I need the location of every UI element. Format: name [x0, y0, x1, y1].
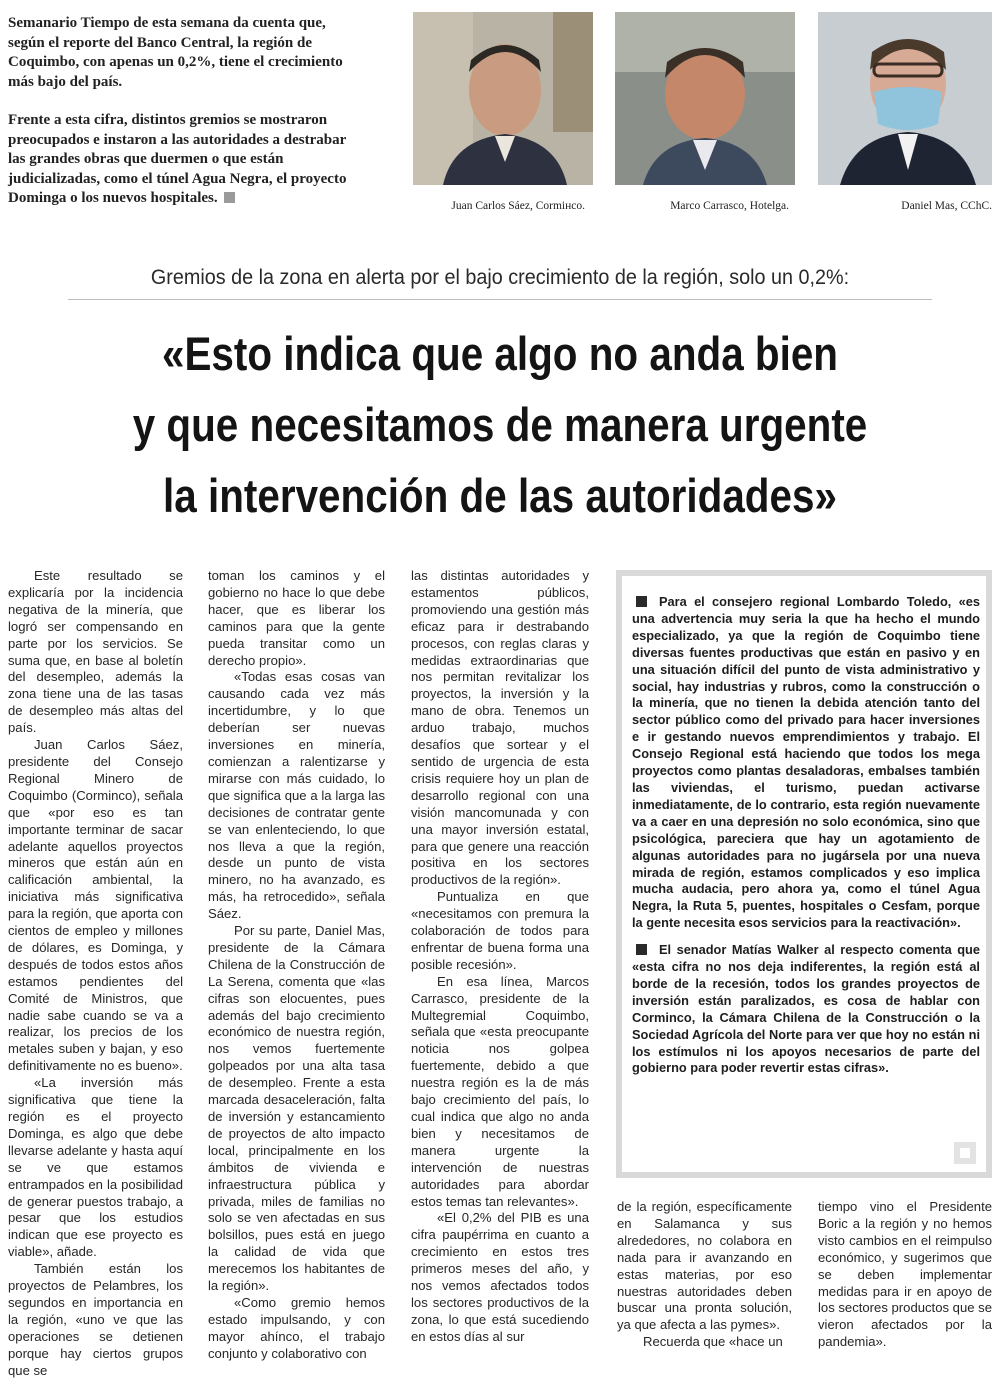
column-2	[208, 568, 385, 1363]
box-paragraph-1-text: Para el consejero regional Lombardo Toledo, «es una advertencia muy seria la que ha hecho el mundo especializado, ya que la región de Coquimbo tiene diversas fuentes productivas que están en pasivo y en una situación difícil del punto de vista administrativo y social, hay industrias y rubros, como la construcción o la minería, que no tienen la debida atención tanto del sector público como del privado para hacer inversiones e ir gestando nuevos emprendimientos y trabajo. El Consejo Regional está haciendo que todos los mega proyectos como plantas desaladoras, embalses también las viviendas, el turismo, puedan activarse inmediatamente, de lo contrario, esta región nuevamente va a caer en una depresión no solo económica, sino que psicológica, pareciera que hay un agotamiento de algunas autoridades para no jugársela por una nueva mirada de región, estamos complicados y eso implica mucha audacia, pero ahora ya, como el túnel Agua Negra, la Ruta 5, puentes, hospitales o Cesfam, porque la gente necesita esos servicios para la reactivación».	[632, 594, 980, 931]
intro-paragraph-2-text: Frente a esta cifra, distintos gremios se mostraron preocupados e instaron a las autoridades a destrabar las grandes obras que duermen o que están judicializadas, como el túnel Agua Negra, el proyecto Dominga o los nuevos hospitales.	[8, 112, 347, 206]
photo-juan-carlos-saez	[413, 12, 593, 185]
column-3-paragraph: «El 0,2% del PIB es una cifra paupérrima en cuanto a crecimiento en estos tres primeros meses del año, y nos vemos afectados todos los sectores productivos de la zona, lo que está sucediendo en estos días al sur	[411, 1210, 589, 1344]
photo-marco-carrasco	[615, 12, 795, 185]
headline	[0, 318, 1000, 531]
photo-daniel-mas	[818, 12, 992, 185]
column-2-paragraph: Por su parte, Daniel Mas, presidente de la Cámara Chilena de la Construcción de La Serena, comenta que «las cifras son elocuentes, pues además del bajo crecimiento económico de nuestra región, nos vemos fuertemente golpeados por una alta tasa de desempleo. Frente a esta marcada desaceleración, falta de inversión y estancamiento de proyectos de alto impacto local, principalmente en los ámbitos de vivienda e infraestructura pública y privada, miles de familias no solo se ven afectadas en sus bolsillos, pues está en juego la calidad de vida que merecemos los habitantes de la región».	[208, 923, 385, 1294]
column-5-paragraph: tiempo vino el Presidente Boric a la región y no hemos visto cambios en el reimpulso económico, y sugerimos que se deben implementar medidas para ir en apoyo de los sectores productos que se vieron afectados por la pandemia».	[818, 1199, 992, 1350]
box-paragraph-2-text: El senador Matías Walker al respecto comenta que «esta cifra no nos deja indiferentes, la región está al borde de la recesión, todos los grandes proyectos de inversión están paralizados, es cosa de hablar con Corminco, la Cámara Chilena de la Construcción o la Sociedad Agrícola del Norte para ver que hoy no están ni los estímulos ni los apoyos necesarios de parte del gobierno para poder revertir estas cifras».	[632, 942, 980, 1076]
column-4	[617, 1199, 792, 1351]
caption-marco-carrasco: Marco Carrasco, Hotelga.	[670, 200, 789, 212]
caption-juan-carlos-saez: Juan Carlos Sáez, Cormінco.	[451, 200, 585, 212]
column-2-paragraph: toman los caminos y el gobierno no hace lo que debe hacer, que es liberar los caminos para que la gente pueda transitar como un derecho propio».	[208, 568, 385, 668]
column-3-paragraph: Puntualiza en que «necesitamos con premura la colaboración de todos para enfrentar de buena forma una posible recesión».	[411, 889, 589, 972]
column-3-paragraph: las distintas autoridades y estamentos públicos, promoviendo una gestión más eficaz para ir destrabando procesos, con reglas claras y medidas extraordinarias que nos permitan revitalizar los proyectos, la inversión y la mano de obra. Tenemos un arduo trabajo, muchos desafíos que sortear y el sentido de urgencia de esta crisis requiere hoy un plan de desarrollo regional con una visión mancomunada y con una mayor inversión estatal, para que genere una reacción positiva en los sectores productivos de la región».	[411, 568, 589, 888]
bullet-square-icon	[636, 596, 647, 607]
column-1	[8, 568, 183, 1380]
divider	[68, 299, 932, 300]
intro-text	[8, 14, 366, 228]
column-1-paragraph: «La inversión más significativa que tiene la región es el proyecto Dominga, es algo que debe llevarse adelante y hasta aquí se ve que estamos entrampados en la posibilidad de generar puestos trabajo, a pesar que los estudios indican que ese proyecto es viable», añade.	[8, 1075, 183, 1260]
sidebar-box-text	[632, 594, 980, 1087]
intro-paragraph-2	[8, 111, 366, 209]
column-1-paragraph: También están los proyectos de Pelambres, los segundos en importancia en la región, «uno ve que las operaciones se detienen porque hay ciertos grupos que se	[8, 1261, 183, 1378]
column-2-paragraph: «Todas esas cosas van causando cada vez más incertidumbre, y lo que deberían ser nuevas inversiones en minería, comienzan a ralentizarse y mirarse con más cuidado, lo que significa que a la larga las decisiones de contratar gente se van enlenteciendo, lo que nos lleva a que la región, desde un punto de vista minero, no ha avanzado, es más, ha retrocedido», señala Sáez.	[208, 669, 385, 922]
column-4-paragraph: de la región, específicamente en Salamanca y sus alrededores, no colabora en nada para ir avanzando en estas materias, por eso nuestras autoridades deben buscar una pronta solución, ya que afecta a las pymes».	[617, 1199, 792, 1333]
column-5	[818, 1199, 992, 1351]
headline-line-2: y que necesitamos de manera urgente	[132, 398, 868, 451]
box-paragraph-2	[632, 942, 980, 1077]
box-paragraph-1	[632, 594, 980, 932]
kicker: Gremios de la zona en alerta por el bajo crecimiento de la región, solo un 0,2%:	[150, 265, 850, 289]
column-3	[411, 568, 589, 1346]
caption-daniel-mas: Daniel Mas, CChC.	[901, 200, 992, 212]
end-square-icon	[224, 192, 235, 203]
column-1-paragraph: Juan Carlos Sáez, presidente del Consejo Regional Minero de Coquimbo (Corminco), señala que «por eso es tan importante terminar de sacar adelante aquellos proyectos mineros que están aún en calificación ambiental, la iniciativa más significativa para la región, que aporta con cientos de empleo y millones de dólares, es Dominga, y después de todos estos años estamos pendientes del Comité de Ministros, que nadie sabe cuando se va a realizar, los precios de los metales suben y bajan, y eso definitivamente no es bueno».	[8, 737, 183, 1074]
intro-paragraph-1: Semanario Tiempo de esta semana da cuenta que, según el reporte del Banco Central, la región de Coquimbo, con apenas un 0,2%, tiene el crecimiento más bajo del país.	[8, 15, 343, 90]
headline-line-3: la intervención de las autoridades»	[163, 469, 837, 522]
column-3-paragraph: En esa línea, Marcos Carrasco, presidente de la Multegremial Coquimbo, señala que «esta preocupante noticia nos golpea fuertemente, debido a que nuestra región es la de más bajo crecimiento del país, lo cual indica que algo no anda bien y necesitamos de manera urgente la intervención de nuestras autoridades para abordar estos temas tan relevantes».	[411, 973, 589, 1209]
headline-line-1: «Esto indica que algo no anda bien	[161, 327, 839, 380]
column-4-paragraph: Recuerda que «hace un	[643, 1334, 783, 1350]
column-2-paragraph: «Como gremio hemos estado impulsando, y con mayor ahínco, el trabajo conjunto y colaborativo con	[208, 1294, 385, 1361]
column-1-paragraph: Este resultado se explicaría por la incidencia negativa de la minería, que logró ser compensando en parte por los servicios. Se suma que, en base al boletín del desempleo, además la zona tiene una de las tasas de desempleo más altas del país.	[8, 568, 183, 736]
end-square-icon	[954, 1142, 976, 1164]
bullet-square-icon	[636, 944, 647, 955]
sidebar-box	[616, 570, 992, 1178]
